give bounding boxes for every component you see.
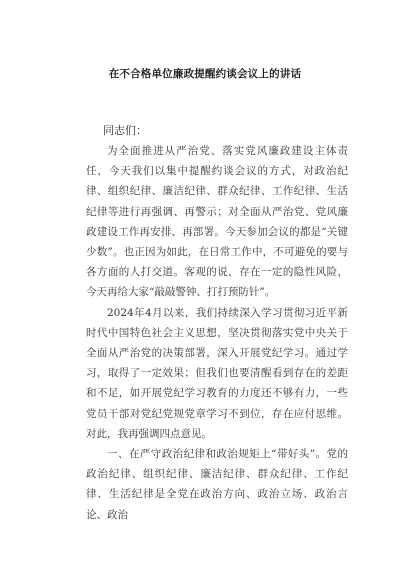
document-title: 在不合格单位廉政提醒约谈会议上的讲话 — [108, 68, 302, 80]
paragraph-1: 为全面推进从严治党、落实党风廉政建设主体责任，今天我们以集中提醒约谈会议的方式，对政治纪律、组织纪律、廉洁纪律、群众纪律、工作纪律、生活纪律等进行再强调、再警示；对全面从严治党、党风廉政建设工作再安排、再部署。今天参加会议的都是“关键少数”。也正因为如此，在日常工作中，不可避免的要与各方面的人打交道。客观的说，存在一定的隐性风险，今天再给大家“敲敲警钟、打打预防针”。 — [86, 145, 348, 299]
document-body — [86, 141, 348, 525]
salutation: 同志们： — [103, 124, 147, 137]
paragraph-2: 2024年4月以来，我们持续深入学习贯彻习近平新时代中国特色社会主义思想，坚决贯彻落实党中央关于全面从严治党的决策部署，深入开展党纪学习。通过学习，取得了一定效果；但我们也要清醒看到存在的差距和不足，如开展党纪学习教育的力度还不够有力，一些党员干部对党纪党规党章学习不到位，存在应付思维。对此，我再强调四点意见。 — [86, 306, 348, 440]
paragraph-3: 一、在严守政治纪律和政治规矩上“带好头”。党的政治纪律、组织纪律、廉洁纪律、群众纪律、工作纪律、生活纪律是全党在政治方向、政治立场、政治言论、政治 — [86, 448, 348, 521]
